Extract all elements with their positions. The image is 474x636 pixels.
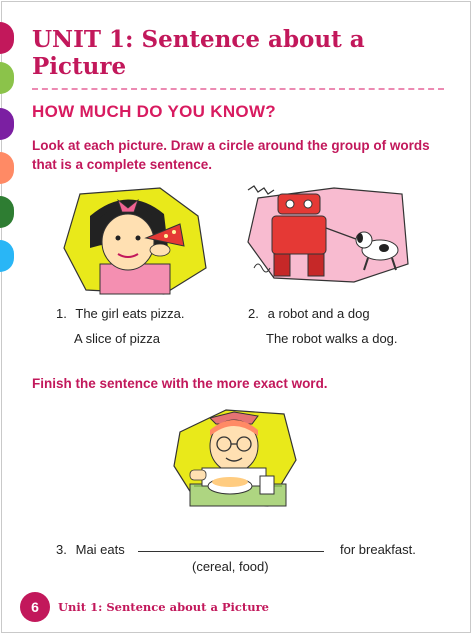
question-2-option-a[interactable]	[248, 306, 370, 321]
section-heading: HOW MUCH DO YOU KNOW?	[32, 102, 276, 121]
question-1-number: 1.	[56, 306, 67, 321]
tab-blue	[0, 240, 14, 272]
unit-title: UNIT 1: Sentence about a Picture	[32, 26, 365, 80]
tab-red	[0, 22, 14, 54]
question-1-option-b[interactable]	[74, 331, 160, 346]
question-2-option-b-text: The robot walks a dog.	[266, 331, 398, 346]
question-2-number: 2.	[248, 306, 259, 321]
question-3-after-text: for breakfast.	[340, 542, 416, 557]
question-3-before-text: Mai eats	[75, 542, 125, 557]
robot-walking-dog-illustration	[244, 184, 414, 286]
part2-instruction: Finish the sentence with the more exact word.	[32, 376, 328, 391]
girl-eating-pizza-illustration	[60, 186, 210, 298]
question-2-option-b[interactable]	[266, 331, 398, 346]
page-number-badge	[20, 592, 50, 622]
side-color-tabs	[0, 0, 18, 636]
question-1-option-a-text: The girl eats pizza.	[75, 306, 185, 321]
dashed-divider	[32, 88, 444, 90]
mai-eating-breakfast-illustration	[172, 406, 300, 510]
tab-dark-green	[0, 196, 14, 228]
question-3-answer-blank[interactable]	[138, 551, 324, 552]
page-number: 6	[31, 599, 39, 615]
question-2-option-a-text: a robot and a dog	[267, 306, 370, 321]
question-3	[56, 542, 125, 557]
question-3-number: 3.	[56, 542, 67, 557]
question-1-option-b-text: A slice of pizza	[74, 331, 160, 346]
question-3-choices: (cereal, food)	[192, 559, 269, 574]
instructions: Look at each picture. Draw a circle around the group of words that is a complete sentence.	[32, 138, 430, 172]
tab-purple	[0, 108, 14, 140]
tab-green	[0, 62, 14, 94]
footer-unit-title: Unit 1: Sentence about a Picture	[58, 600, 269, 614]
tab-orange	[0, 152, 14, 184]
question-1-option-a[interactable]	[56, 306, 185, 321]
